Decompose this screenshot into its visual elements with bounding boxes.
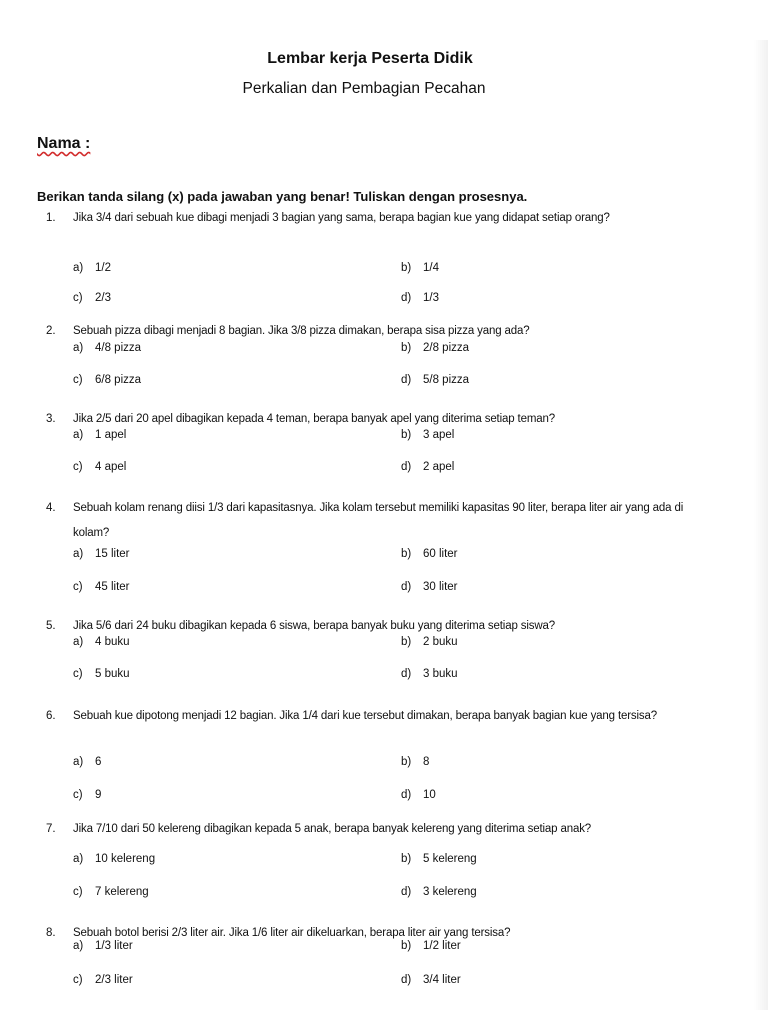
option-text: 7 kelereng xyxy=(95,886,149,898)
option-text: 4/8 pizza xyxy=(95,342,142,354)
option-text: 45 liter xyxy=(95,581,130,593)
option-d[interactable] xyxy=(401,461,454,473)
option-letter: b) xyxy=(401,548,412,560)
option-d[interactable] xyxy=(401,581,458,593)
option-letter: a) xyxy=(73,853,84,865)
question-text: Jika 5/6 dari 24 buku dibagikan kepada 6 siswa, berapa banyak buku yang diterima setiap siswa? xyxy=(73,620,555,632)
option-letter: c) xyxy=(73,292,83,304)
option-a[interactable] xyxy=(73,940,133,952)
option-c[interactable] xyxy=(73,668,130,680)
option-letter: a) xyxy=(73,262,84,274)
option-c[interactable] xyxy=(73,886,149,898)
option-letter: d) xyxy=(401,668,412,680)
option-letter: c) xyxy=(73,461,83,473)
option-text: 10 kelereng xyxy=(95,853,156,865)
option-b[interactable] xyxy=(401,756,429,768)
option-letter: d) xyxy=(401,581,412,593)
option-letter: a) xyxy=(73,548,84,560)
option-a[interactable] xyxy=(73,636,130,648)
option-text: 4 buku xyxy=(95,636,130,648)
option-a[interactable] xyxy=(73,853,155,865)
option-d[interactable] xyxy=(401,374,469,386)
option-text: 6/8 pizza xyxy=(95,374,142,386)
option-letter: b) xyxy=(401,429,412,441)
option-text: 1/2 liter xyxy=(423,940,461,952)
option-a[interactable] xyxy=(73,756,101,768)
question-text: Sebuah pizza dibagi menjadi 8 bagian. Jika 3/8 pizza dimakan, berapa sisa pizza yang ada? xyxy=(73,325,530,337)
option-letter: d) xyxy=(401,789,412,801)
option-text: 2/8 pizza xyxy=(423,342,470,354)
question-number: 2. xyxy=(46,325,56,337)
option-letter: d) xyxy=(401,461,412,473)
option-letter: c) xyxy=(73,789,83,801)
option-text: 60 liter xyxy=(423,548,458,560)
option-d[interactable] xyxy=(401,668,458,680)
option-c[interactable] xyxy=(73,461,126,473)
option-letter: c) xyxy=(73,668,83,680)
option-text: 8 xyxy=(423,756,430,768)
question-number: 1. xyxy=(46,212,56,224)
option-letter: b) xyxy=(401,636,412,648)
option-text: 2 buku xyxy=(423,636,458,648)
option-text: 15 liter xyxy=(95,548,130,560)
option-text: 1/2 xyxy=(95,262,111,274)
option-c[interactable] xyxy=(73,374,141,386)
option-letter: d) xyxy=(401,292,412,304)
option-letter: a) xyxy=(73,636,84,648)
option-d[interactable] xyxy=(401,789,436,801)
option-b[interactable] xyxy=(401,853,477,865)
question-number: 6. xyxy=(46,710,56,722)
option-d[interactable] xyxy=(401,974,461,986)
option-b[interactable] xyxy=(401,636,458,648)
question-text: Sebuah botol berisi 2/3 liter air. Jika 1/6 liter air dikeluarkan, berapa liter air yang tersisa? xyxy=(73,927,511,939)
option-c[interactable] xyxy=(73,292,111,304)
instruction-text: Berikan tanda silang (x) pada jawaban yang benar! Tuliskan dengan prosesnya. xyxy=(37,189,528,204)
option-text: 5/8 pizza xyxy=(423,374,470,386)
option-text: 6 xyxy=(95,756,102,768)
option-text: 5 kelereng xyxy=(423,853,477,865)
option-letter: c) xyxy=(73,974,83,986)
option-letter: b) xyxy=(401,756,412,768)
name-label xyxy=(37,135,90,153)
option-a[interactable] xyxy=(73,548,130,560)
question-text: Jika 2/5 dari 20 apel dibagikan kepada 4 teman, berapa banyak apel yang diterima setiap teman? xyxy=(73,413,556,425)
option-letter: a) xyxy=(73,940,84,952)
option-text: 2/3 xyxy=(95,292,111,304)
option-letter: a) xyxy=(73,429,84,441)
option-text: 2 apel xyxy=(423,461,455,473)
question-text: Sebuah kue dipotong menjadi 12 bagian. Jika 1/4 dari kue tersebut dimakan, berapa banyak bagian kue yang tersisa? xyxy=(73,710,658,722)
option-c[interactable] xyxy=(73,789,101,801)
option-letter: b) xyxy=(401,853,412,865)
option-text: 10 xyxy=(423,789,436,801)
option-b[interactable] xyxy=(401,940,461,952)
option-text: 1/4 xyxy=(423,262,439,274)
option-letter: b) xyxy=(401,262,412,274)
question-number: 3. xyxy=(46,413,56,425)
option-letter: d) xyxy=(401,886,412,898)
option-a[interactable] xyxy=(73,429,126,441)
option-text: 3/4 liter xyxy=(423,974,461,986)
option-letter: d) xyxy=(401,374,412,386)
option-d[interactable] xyxy=(401,886,477,898)
option-letter: c) xyxy=(73,581,83,593)
name-label-text: Nama : xyxy=(37,135,91,152)
question-text: Jika 3/4 dari sebuah kue dibagi menjadi 3 bagian yang sama, berapa bagian kue yang didapat setiap orang? xyxy=(73,212,610,224)
option-b[interactable] xyxy=(401,429,454,441)
question-number: 4. xyxy=(46,502,56,514)
option-a[interactable] xyxy=(73,262,111,274)
option-text: 3 buku xyxy=(423,668,458,680)
option-letter: a) xyxy=(73,756,84,768)
option-text: 4 apel xyxy=(95,461,127,473)
option-c[interactable] xyxy=(73,974,133,986)
option-letter: a) xyxy=(73,342,84,354)
option-a[interactable] xyxy=(73,342,141,354)
page-edge-shadow xyxy=(754,40,768,1010)
option-c[interactable] xyxy=(73,581,130,593)
question-text: Jika 7/10 dari 50 kelereng dibagikan kepada 5 anak, berapa banyak kelereng yang diterima setiap anak? xyxy=(73,823,592,835)
page-title: Lembar kerja Peserta Didik xyxy=(267,50,473,67)
option-text: 1/3 liter xyxy=(95,940,133,952)
option-text: 30 liter xyxy=(423,581,458,593)
option-text: 1/3 xyxy=(423,292,439,304)
option-letter: c) xyxy=(73,886,83,898)
question-number: 7. xyxy=(46,823,56,835)
option-text: 5 buku xyxy=(95,668,130,680)
option-letter: b) xyxy=(401,342,412,354)
option-b[interactable] xyxy=(401,548,458,560)
option-text: 3 kelereng xyxy=(423,886,477,898)
question-number: 5. xyxy=(46,620,56,632)
option-letter: c) xyxy=(73,374,83,386)
option-text: 1 apel xyxy=(95,429,127,441)
option-text: 2/3 liter xyxy=(95,974,133,986)
option-text: 9 xyxy=(95,789,102,801)
option-letter: b) xyxy=(401,940,412,952)
option-letter: d) xyxy=(401,974,412,986)
option-b[interactable] xyxy=(401,342,469,354)
option-text: 3 apel xyxy=(423,429,455,441)
question-number: 8. xyxy=(46,927,56,939)
page-subtitle: Perkalian dan Pembagian Pecahan xyxy=(242,80,486,97)
question-text: Sebuah kolam renang diisi 1/3 dari kapasitasnya. Jika kolam tersebut memiliki kapasitas 90 liter, berapa liter air yang ada di kolam? xyxy=(73,502,684,539)
option-d[interactable] xyxy=(401,292,439,304)
option-b[interactable] xyxy=(401,262,439,274)
